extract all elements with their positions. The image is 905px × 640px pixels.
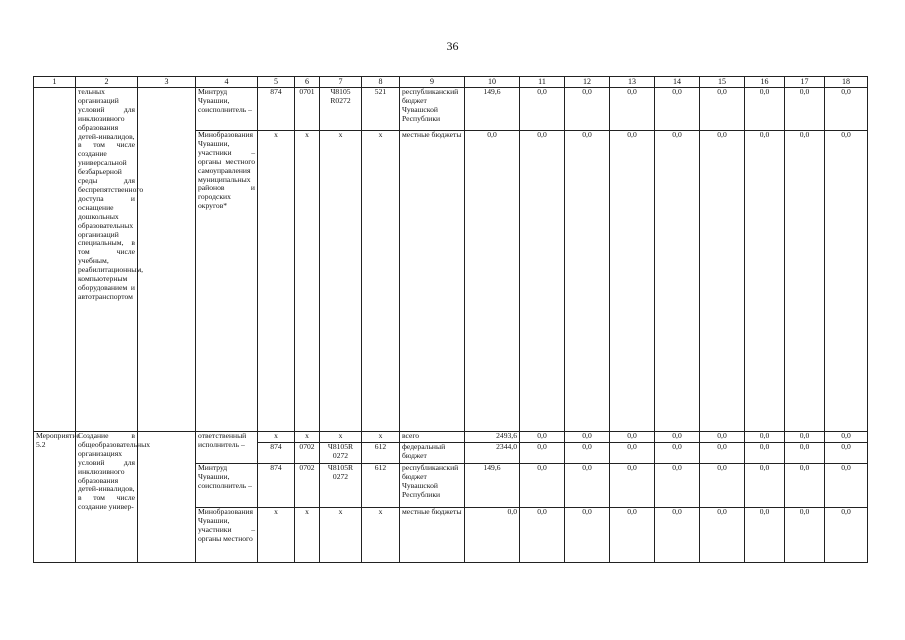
funding-source: республиканский бюджет Чувашской Республики: [400, 88, 465, 131]
value-cell: 0,0: [745, 508, 785, 563]
empty-cell: [138, 432, 196, 563]
col-header: 3: [138, 77, 196, 88]
value-cell: 0,0: [655, 464, 700, 508]
empty-cell: [138, 88, 196, 432]
funding-source: всего: [400, 432, 465, 443]
value-cell: 0,0: [700, 464, 745, 508]
value-cell: 0,0: [785, 432, 825, 443]
grbs-code: 874: [258, 88, 295, 131]
value-cell: 0,0: [655, 443, 700, 464]
rzpr-code: 0702: [295, 443, 320, 464]
col-header: 1: [34, 77, 76, 88]
col-header: 10: [465, 77, 520, 88]
vr-code: 521: [362, 88, 400, 131]
vr-code: x: [362, 131, 400, 432]
measure-number: Мероприятие 5.2: [34, 432, 76, 563]
value-cell: 0,0: [520, 443, 565, 464]
grbs-code: x: [258, 131, 295, 432]
value-cell: 0,0: [785, 88, 825, 131]
value-cell: 0,0: [785, 508, 825, 563]
executor: Минтруд Чувашии, соисполнитель –: [196, 88, 258, 131]
col-header: 6: [295, 77, 320, 88]
value-cell: 0,0: [825, 131, 868, 432]
csr-code: Ч8105R 0272: [320, 443, 362, 464]
value-cell: 0,0: [700, 432, 745, 443]
value-cell: 0,0: [610, 443, 655, 464]
value-cell: 0,0: [465, 508, 520, 563]
value-cell: 0,0: [465, 131, 520, 432]
col-header: 11: [520, 77, 565, 88]
col-header: 14: [655, 77, 700, 88]
col-header: 16: [745, 77, 785, 88]
value-cell: 0,0: [745, 443, 785, 464]
value-cell: 2493,6: [465, 432, 520, 443]
col-header: 4: [196, 77, 258, 88]
page-number: 36: [446, 39, 459, 53]
value-cell: 0,0: [565, 88, 610, 131]
value-cell: 0,0: [825, 464, 868, 508]
value-cell: 0,0: [745, 131, 785, 432]
rzpr-code: x: [295, 432, 320, 443]
csr-code: x: [320, 508, 362, 563]
value-cell: 0,0: [825, 508, 868, 563]
funding-source: республиканский бюджет Чувашской Республики: [400, 464, 465, 508]
col-header: 18: [825, 77, 868, 88]
col-header: 9: [400, 77, 465, 88]
value-cell: 0,0: [610, 508, 655, 563]
value-cell: 0,0: [825, 443, 868, 464]
value-cell: 0,0: [610, 131, 655, 432]
col-header: 7: [320, 77, 362, 88]
value-cell: 149,6: [465, 464, 520, 508]
executor: Минтруд Чувашии, соисполнитель –: [196, 464, 258, 508]
value-cell: 0,0: [610, 88, 655, 131]
csr-code: Ч8105 R0272: [320, 88, 362, 131]
measure-name: тельных организаций условий для инклюзивного образования детей-инвалидов, в том числе создание универсальной безбарьерной среды для беспрепятственного доступа и оснащение дошкольных образовательных организаций специальным, в том числе учебным, реабилитационным, компьютерным оборудованием и автотранспортом: [76, 88, 138, 432]
header-row: [34, 77, 868, 88]
col-header: 15: [700, 77, 745, 88]
col-header: 5: [258, 77, 295, 88]
funding-source: федеральный бюджет: [400, 443, 465, 464]
rzpr-code: 0701: [295, 88, 320, 131]
executor: Минобразования Чувашии, участники – органы местного: [196, 508, 258, 563]
col-header: 17: [785, 77, 825, 88]
value-cell: 0,0: [700, 443, 745, 464]
value-cell: 0,0: [785, 464, 825, 508]
value-cell: 0,0: [825, 432, 868, 443]
col-header: 8: [362, 77, 400, 88]
rzpr-code: x: [295, 508, 320, 563]
col-header: 12: [565, 77, 610, 88]
value-cell: 2344,0: [465, 443, 520, 464]
vr-code: 612: [362, 464, 400, 508]
value-cell: 0,0: [745, 88, 785, 131]
value-cell: 0,0: [520, 432, 565, 443]
executor: Минобразования Чувашии, участники – органы местного самоуправления муниципальных районов и городских округов*: [196, 131, 258, 432]
value-cell: 0,0: [610, 464, 655, 508]
value-cell: 0,0: [700, 131, 745, 432]
funding-source: местные бюджеты: [400, 131, 465, 432]
value-cell: 0,0: [520, 464, 565, 508]
executor: ответственный исполнитель –: [196, 432, 258, 464]
value-cell: 0,0: [655, 508, 700, 563]
measure-cell: [34, 88, 76, 432]
value-cell: 0,0: [745, 464, 785, 508]
rzpr-code: 0702: [295, 464, 320, 508]
value-cell: 0,0: [565, 464, 610, 508]
vr-code: x: [362, 508, 400, 563]
value-cell: 149,6: [465, 88, 520, 131]
csr-code: x: [320, 432, 362, 443]
vr-code: x: [362, 432, 400, 443]
col-header: 13: [610, 77, 655, 88]
grbs-code: 874: [258, 464, 295, 508]
table-row: [34, 432, 868, 443]
value-cell: 0,0: [610, 432, 655, 443]
value-cell: 0,0: [565, 131, 610, 432]
grbs-code: x: [258, 508, 295, 563]
value-cell: 0,0: [565, 508, 610, 563]
value-cell: 0,0: [520, 508, 565, 563]
col-header: 2: [76, 77, 138, 88]
grbs-code: x: [258, 432, 295, 443]
measure-name: Создание в общеобразовательных организациях условий для инклюзивного образования детей-инвалидов, в том числе создание универ-: [76, 432, 138, 563]
value-cell: 0,0: [785, 131, 825, 432]
budget-table: [33, 76, 868, 563]
value-cell: 0,0: [565, 443, 610, 464]
funding-source: местные бюджеты: [400, 508, 465, 563]
value-cell: 0,0: [825, 88, 868, 131]
value-cell: 0,0: [655, 131, 700, 432]
value-cell: 0,0: [565, 432, 610, 443]
csr-code: x: [320, 131, 362, 432]
value-cell: 0,0: [520, 131, 565, 432]
vr-code: 612: [362, 443, 400, 464]
value-cell: 0,0: [655, 88, 700, 131]
csr-code: Ч8105R 0272: [320, 464, 362, 508]
value-cell: 0,0: [520, 88, 565, 131]
value-cell: 0,0: [700, 508, 745, 563]
table-row: [34, 88, 868, 131]
value-cell: 0,0: [655, 432, 700, 443]
grbs-code: 874: [258, 443, 295, 464]
rzpr-code: x: [295, 131, 320, 432]
value-cell: 0,0: [785, 443, 825, 464]
value-cell: 0,0: [745, 432, 785, 443]
value-cell: 0,0: [700, 88, 745, 131]
